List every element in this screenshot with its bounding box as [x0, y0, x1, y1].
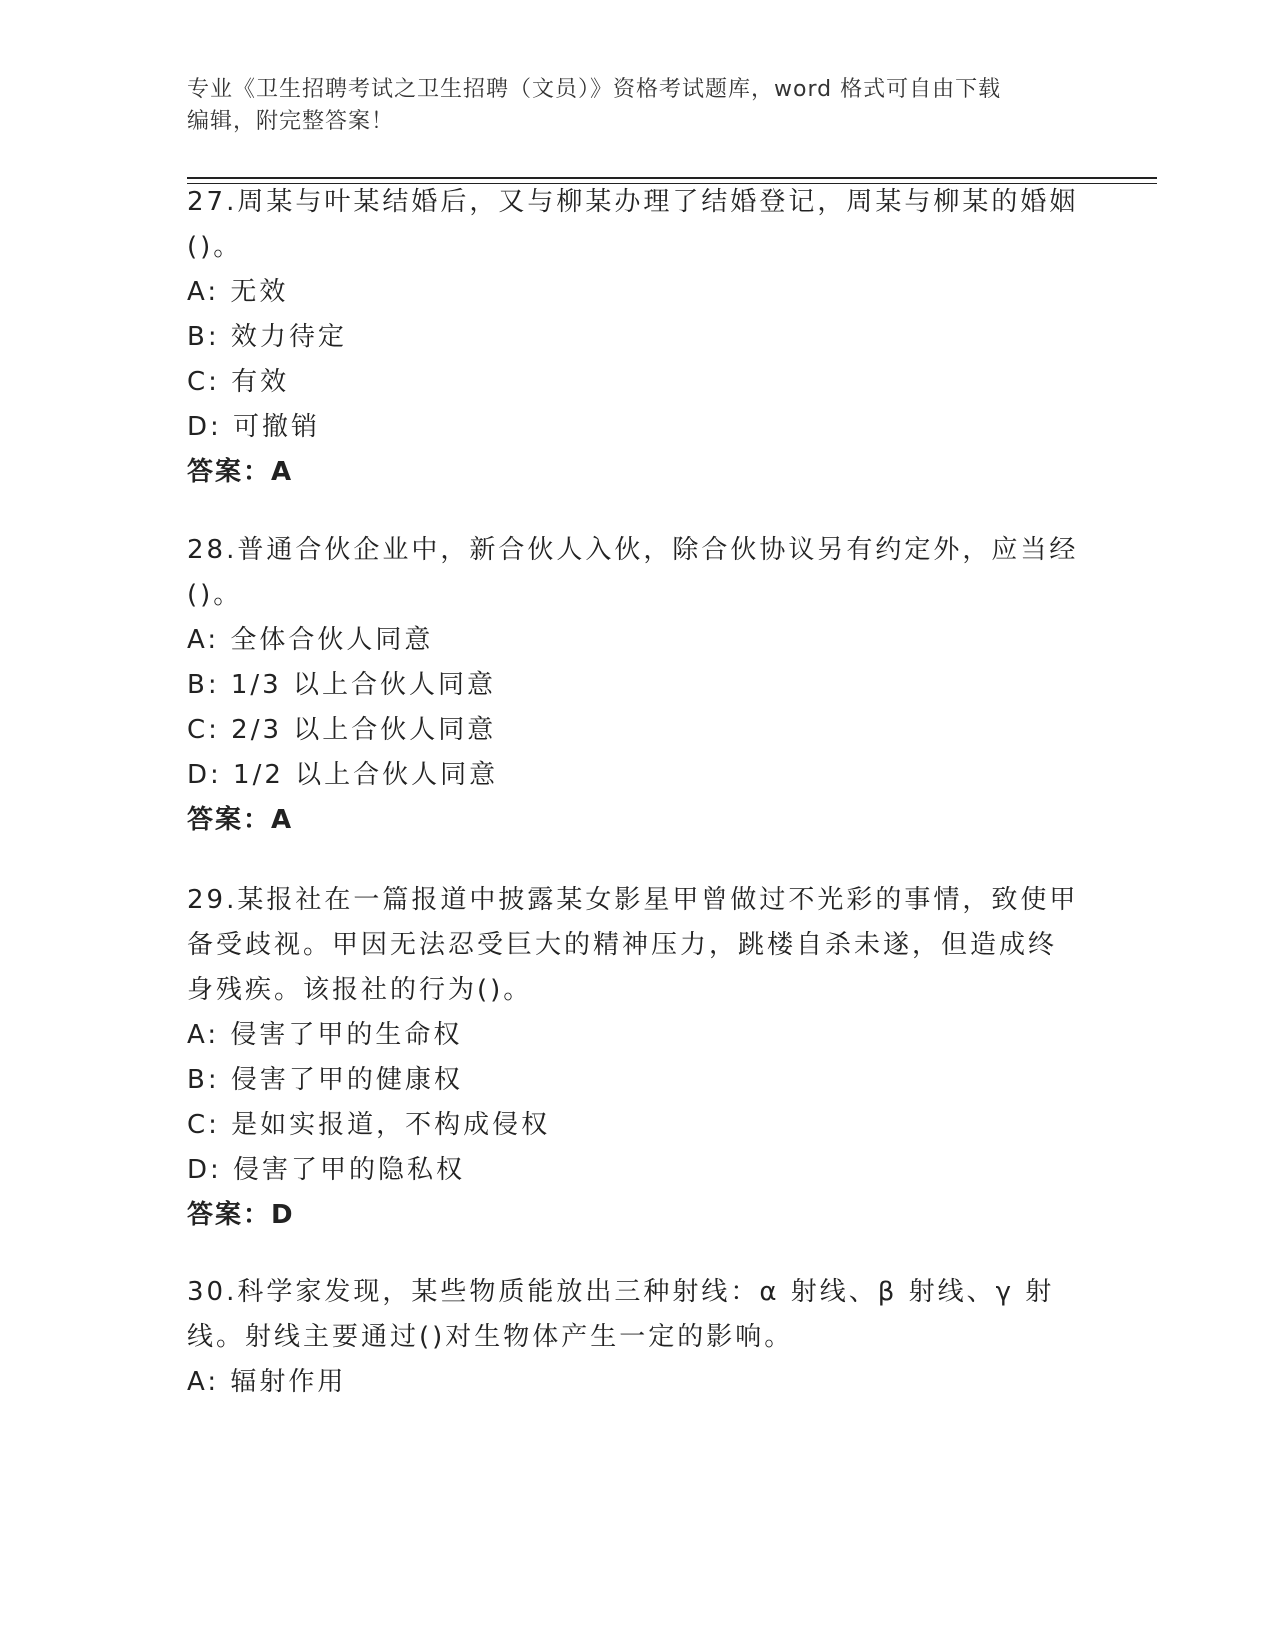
question-30: [187, 1270, 1087, 1405]
question-stem: 30.科学家发现，某些物质能放出三种射线：α 射线、β 射线、γ 射: [187, 1277, 1055, 1307]
question-stem: ()。: [187, 580, 243, 610]
option-a: A: 辐射作用: [187, 1367, 347, 1397]
option-a: A: 全体合伙人同意: [187, 625, 434, 655]
option-c: C: 是如实报道，不构成侵权: [187, 1110, 551, 1140]
option-d: D: 1/2 以上合伙人同意: [187, 760, 499, 790]
question-27: [187, 180, 1087, 495]
answer-text: 答案：A: [187, 805, 294, 835]
question-28: [187, 528, 1087, 843]
option-c: C: 有效: [187, 367, 290, 397]
question-stem: 线。射线主要通过()对生物体产生一定的影响。: [187, 1322, 794, 1352]
option-d: D: 侵害了甲的隐私权: [187, 1155, 466, 1185]
question-stem: 28.普通合伙企业中，新合伙人入伙，除合伙协议另有约定外，应当经: [187, 535, 1079, 565]
question-stem: 身残疾。该报社的行为()。: [187, 975, 533, 1005]
question-stem: ()。: [187, 232, 243, 262]
option-b: B: 1/3 以上合伙人同意: [187, 670, 496, 700]
option-b: B: 侵害了甲的健康权: [187, 1065, 463, 1095]
option-a: A: 侵害了甲的生命权: [187, 1020, 463, 1050]
header-divider-thick: [187, 177, 1157, 179]
option-d: D: 可撤销: [187, 412, 321, 442]
document-header: [187, 74, 1087, 138]
question-29: [187, 878, 1087, 1238]
answer-text: 答案：A: [187, 457, 294, 487]
header-line-2: 编辑，附完整答案！: [187, 109, 395, 134]
header-line-1: 专业《卫生招聘考试之卫生招聘（文员）》资格考试题库，word 格式可自由下载: [187, 77, 1002, 102]
document-page: [187, 0, 1157, 1650]
option-c: C: 2/3 以上合伙人同意: [187, 715, 497, 745]
option-b: B: 效力待定: [187, 322, 347, 352]
option-a: A: 无效: [187, 277, 289, 307]
answer-text: 答案：D: [187, 1200, 295, 1230]
question-stem: 备受歧视。甲因无法忍受巨大的精神压力，跳楼自杀未遂，但造成终: [187, 930, 1058, 960]
question-stem: 29.某报社在一篇报道中披露某女影星甲曾做过不光彩的事情，致使甲: [187, 885, 1079, 915]
question-stem: 27.周某与叶某结婚后，又与柳某办理了结婚登记，周某与柳某的婚姻: [187, 187, 1079, 217]
